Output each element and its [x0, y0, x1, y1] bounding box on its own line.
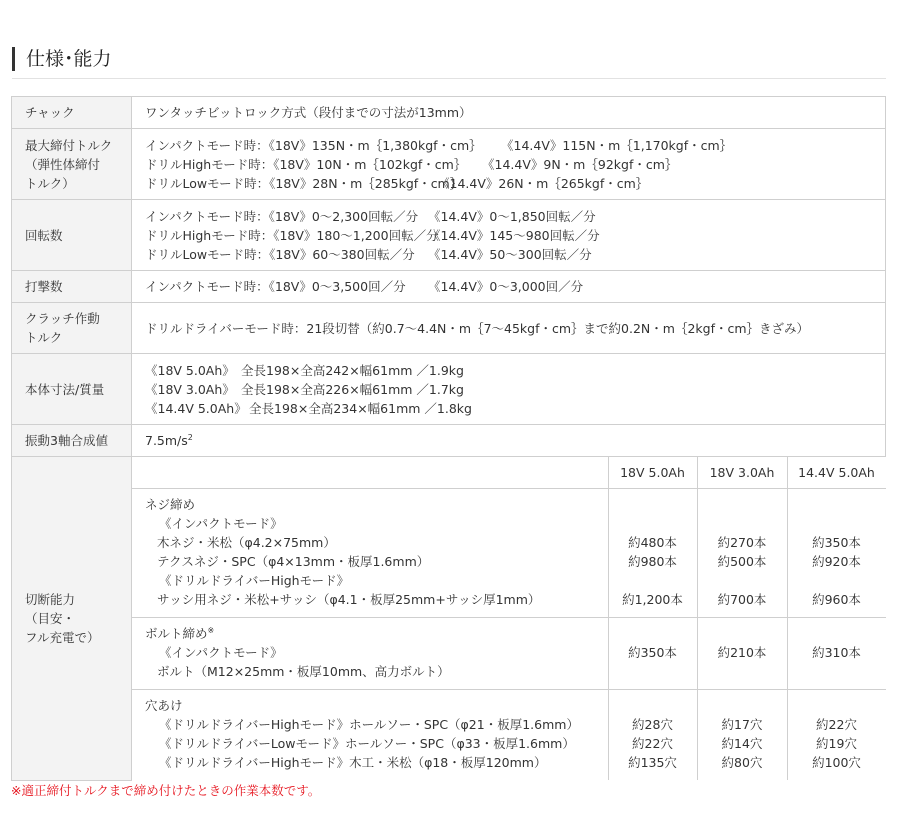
blows-18v: インパクトモード時：《18V》0～3,500回／分: [145, 279, 406, 294]
drill-description: [132, 690, 608, 781]
cutting-header: 18V 5.0Ah: [608, 457, 697, 489]
bolt-value: 約210本: [717, 645, 767, 660]
torque-line: [145, 155, 885, 174]
drill-value: 約19穴: [816, 736, 857, 751]
spec-row-dims: [12, 354, 886, 425]
screw-line: 《ドリルドライバーHighモード》: [159, 573, 350, 588]
screw-value: 約270本: [717, 535, 767, 550]
blows-label: 打撃数: [12, 271, 132, 303]
screw-line: 《インパクトモード》: [159, 516, 283, 531]
dims-size: 全長198×全高242×幅61mm ／1.9kg: [241, 362, 464, 378]
bolt-values-144v50: [787, 618, 886, 690]
blows-14v: 《14.4V》0～3,000回／分: [428, 279, 584, 294]
torque-18v: インパクトモード時：《18V》135N・m｛1,380kgf・cm｝: [145, 137, 482, 153]
drill-line: 《ドリルドライバーHighモード》ホールソー・SPC（φ21・板厚1.6mm）: [159, 717, 579, 732]
torque-14v: 《14.4V》9N・m｛92kgf・cm｝: [482, 156, 678, 172]
vibration-label: 振動3軸合成値: [12, 425, 132, 457]
cutting-label-line: フル充電で）: [25, 629, 100, 645]
dims-model: 《18V 3.0Ah》: [145, 381, 235, 397]
cutting-label-line: 切断能力: [25, 591, 76, 607]
screw-value: 約350本: [812, 535, 861, 550]
screw-value: 約980本: [628, 554, 677, 569]
spec-row-cutting: [12, 457, 886, 781]
torque-line: [145, 136, 885, 155]
screw-value: 約1,200本: [622, 592, 683, 607]
page-title: 仕様･能力: [26, 48, 112, 70]
cutting-table: [132, 457, 886, 780]
cutting-row-screw: [132, 489, 886, 618]
bolt-heading: [145, 624, 608, 643]
clutch-label: [12, 303, 132, 354]
drill-value: 約14穴: [721, 736, 763, 751]
spec-row-vibration: [12, 425, 886, 457]
cutting-header-row: [132, 457, 886, 489]
dims-model: 《18V 5.0Ah》: [145, 362, 235, 378]
screw-value: 約920本: [812, 554, 861, 569]
dims-label: 本体寸法/質量: [12, 354, 132, 425]
clutch-value: ドリルドライバーモード時：21段切替（約0.7～4.4N・m｛7～45kgf・cm｝まで約0.2N・m｛2kgf・cm｝きざみ）: [132, 303, 886, 354]
rpm-18v: ドリルHighモード時：《18V》180～1,200回転／分: [145, 227, 439, 243]
blows-value: [132, 271, 886, 303]
torque-14v: 《14.4V》26N・m｛265kgf・cm｝: [437, 175, 649, 191]
torque-14v: 《14.4V》115N・m｛1,170kgf・cm｝: [501, 137, 733, 153]
drill-value: 約100穴: [812, 755, 861, 770]
screw-description: [132, 489, 608, 618]
torque-18v: ドリルLowモード時：《18V》28N・m｛285kgf・cm｝: [145, 175, 463, 191]
drill-value: 約28穴: [632, 717, 673, 732]
screw-line: サッシ用ネジ・米松+サッシ（φ4.1・板厚25mm+サッシ厚1mm）: [157, 592, 541, 607]
drill-line: 《ドリルドライバーLowモード》ホールソー・SPC（φ33・板厚1.6mm）: [159, 736, 575, 751]
drill-values-144v50: [787, 690, 886, 781]
rpm-14v: 《14.4V》50～300回転／分: [428, 246, 592, 262]
rpm-line: [145, 207, 885, 226]
cutting-header-blank: [132, 457, 608, 489]
vibration-number: 7.5m/s: [145, 433, 188, 448]
vibration-exponent: 2: [187, 432, 193, 442]
footnote: ※適正締付トルクまで締め付けたときの作業本数です。: [11, 783, 321, 798]
rpm-value: [132, 200, 886, 271]
bolt-line: ボルト（M12×25mm・板厚10mm、高力ボルト）: [157, 664, 450, 679]
dims-line: [145, 380, 885, 399]
clutch-label-line: トルク: [25, 330, 63, 345]
dims-size: 全長198×全高226×幅61mm ／1.7kg: [241, 381, 464, 397]
drill-values-18v30: [697, 690, 787, 781]
drill-value: 約135穴: [628, 755, 677, 770]
dims-value: [132, 354, 886, 425]
screw-values-144v50: [787, 489, 886, 618]
cutting-label: [12, 457, 132, 781]
spec-row-chuck: [12, 97, 886, 129]
drill-value: 約17穴: [721, 717, 763, 732]
cutting-detail: [132, 457, 886, 781]
screw-line: 木ネジ・米松（φ4.2×75mm）: [157, 535, 336, 550]
torque-label: [12, 129, 132, 200]
dims-model: 《14.4V 5.0Ah》: [145, 400, 247, 416]
rpm-line: [145, 245, 885, 264]
torque-18v: ドリルHighモード時：《18V》10N・m｛102kgf・cm｝: [145, 156, 467, 172]
drill-values-18v50: [608, 690, 697, 781]
bolt-heading-text: ボルト締め: [145, 626, 208, 641]
drill-value: 約80穴: [721, 755, 763, 770]
cutting-header: 14.4V 5.0Ah: [787, 457, 886, 489]
rpm-label: 回転数: [12, 200, 132, 271]
drill-value: 約22穴: [632, 736, 673, 751]
spec-table: [11, 96, 886, 781]
cutting-row-drill: [132, 690, 886, 781]
screw-line: テクスネジ・SPC（φ4×13mm・板厚1.6mm）: [157, 554, 430, 569]
vibration-value: [132, 425, 886, 457]
torque-line: [145, 174, 885, 193]
chuck-value: ワンタッチビットロック方式（段付までの寸法が13mm）: [132, 97, 886, 129]
drill-value: 約22穴: [816, 717, 857, 732]
rpm-14v: 《14.4V》145～980回転／分: [428, 227, 600, 243]
dims-line: [145, 361, 885, 380]
rpm-line: [145, 226, 885, 245]
screw-value: 約500本: [717, 554, 767, 569]
dims-size: 全長198×全高234×幅61mm ／1.8kg: [249, 400, 472, 416]
cutting-label-line: （目安・: [25, 610, 76, 626]
chuck-label: チャック: [12, 97, 132, 129]
screw-values-18v50: [608, 489, 697, 618]
drill-heading: 穴あけ: [145, 698, 183, 713]
bolt-description: [132, 618, 608, 690]
torque-label-line: 最大締付トルク: [25, 137, 113, 153]
dims-line: [145, 399, 885, 418]
clutch-label-line: クラッチ作動: [25, 311, 100, 326]
cutting-row-bolt: [132, 618, 886, 690]
rpm-14v: 《14.4V》0～1,850回転／分: [428, 208, 596, 224]
bolt-values-18v50: [608, 618, 697, 690]
screw-value: 約960本: [812, 592, 861, 607]
title-bar: [12, 47, 15, 71]
drill-line: 《ドリルドライバーHighモード》木工・米松（φ18・板厚120mm）: [159, 755, 547, 770]
bolt-value: 約310本: [812, 645, 861, 660]
spec-row-rpm: [12, 200, 886, 271]
screw-value: 約700本: [717, 592, 767, 607]
cutting-header: 18V 3.0Ah: [697, 457, 787, 489]
rpm-18v: インパクトモード時：《18V》0～2,300回転／分: [145, 208, 419, 224]
screw-value: 約480本: [628, 535, 677, 550]
screw-heading: ネジ締め: [145, 497, 196, 512]
spec-row-blows: [12, 271, 886, 303]
spec-row-clutch: [12, 303, 886, 354]
section-header: [12, 46, 886, 79]
torque-label-line: トルク）: [25, 175, 75, 191]
torque-label-line: （弾性体締付: [25, 156, 101, 172]
torque-value: [132, 129, 886, 200]
bolt-note-mark: ※: [207, 625, 215, 635]
bolt-values-18v30: [697, 618, 787, 690]
screw-values-18v30: [697, 489, 787, 618]
bolt-line: 《インパクトモード》: [159, 645, 283, 660]
bolt-value: 約350本: [628, 645, 677, 660]
rpm-18v: ドリルLowモード時：《18V》60～380回転／分: [145, 246, 415, 262]
spec-row-torque: [12, 129, 886, 200]
